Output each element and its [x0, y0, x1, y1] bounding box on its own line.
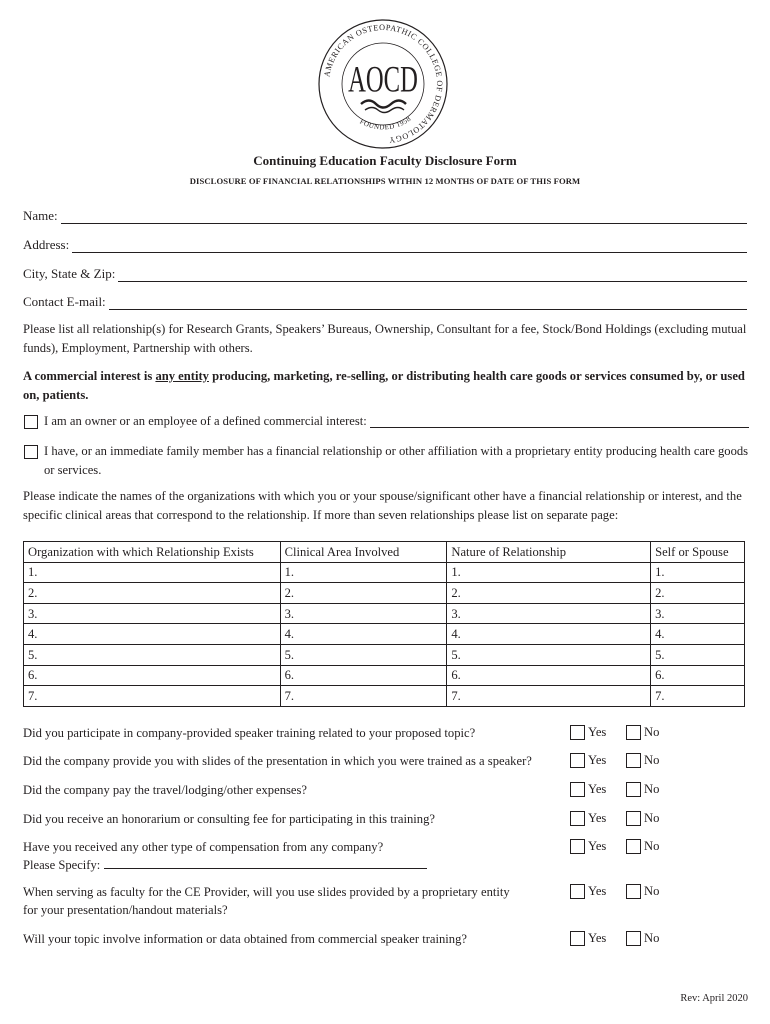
family-check-label: I have, or an immediate family member has a financial relationship or other affiliation with a proprietary entity producing health care goods or services.: [44, 444, 749, 477]
question-text: [23, 930, 568, 948]
revision-date: Rev: April 2020: [680, 993, 748, 1004]
relationships-table: [23, 541, 745, 707]
yes-label: Yes: [588, 811, 607, 825]
table-row: [24, 603, 745, 624]
address-field-row[interactable]: [23, 235, 747, 253]
city-state-zip-label: City, State & Zip:: [23, 266, 116, 281]
no-checkbox[interactable]: [626, 839, 641, 854]
owner-check-row: [23, 412, 749, 431]
name-input-line[interactable]: [61, 210, 747, 224]
name-field-row[interactable]: [23, 206, 747, 224]
question-label: When serving as faculty for the CE Provider, will you use slides provided by a proprietary entity for your presentation/handout materials?: [23, 885, 510, 917]
definition-underlined-text: any entity: [155, 369, 209, 383]
question-label: Did the company pay the travel/lodging/other expenses?: [23, 783, 307, 797]
yes-option[interactable]: [570, 884, 606, 899]
header-clinical-area: Clinical Area Involved: [280, 542, 447, 563]
no-option[interactable]: [626, 753, 659, 768]
question-text: [23, 724, 568, 742]
organization-cell[interactable]: 5.: [24, 644, 281, 665]
yes-option[interactable]: [570, 753, 606, 768]
question-text: [23, 838, 568, 874]
yes-no-options: [570, 931, 690, 949]
yes-no-options: [570, 811, 690, 829]
yes-no-options: [570, 725, 690, 743]
organization-cell[interactable]: 7.: [24, 686, 281, 707]
question-label: Have you received any other type of compensation from any company?: [23, 840, 384, 854]
self-spouse-cell[interactable]: 4.: [651, 624, 745, 645]
header-organization: Organization with which Relationship Exists: [24, 542, 281, 563]
header-self-spouse: Self or Spouse: [651, 542, 745, 563]
no-option[interactable]: [626, 839, 659, 854]
no-label: No: [644, 884, 660, 898]
form-title: Continuing Education Faculty Disclosure Form: [253, 153, 517, 168]
self-spouse-cell[interactable]: 2.: [651, 583, 745, 604]
city-state-zip-input-line[interactable]: [118, 268, 747, 282]
name-label: Name:: [23, 208, 58, 223]
clinical-area-cell[interactable]: 5.: [280, 644, 447, 665]
clinical-area-cell[interactable]: 3.: [280, 603, 447, 624]
yes-checkbox[interactable]: [570, 884, 585, 899]
yes-no-options: [570, 839, 690, 857]
no-option[interactable]: [626, 725, 659, 740]
family-checkbox[interactable]: [24, 445, 38, 459]
nature-cell[interactable]: 6.: [447, 665, 651, 686]
question-text: [23, 883, 513, 919]
clinical-area-cell[interactable]: 4.: [280, 624, 447, 645]
no-label: No: [644, 725, 660, 739]
yes-label: Yes: [588, 839, 607, 853]
table-row: [24, 644, 745, 665]
table-row: [24, 583, 745, 604]
no-option[interactable]: [626, 884, 659, 899]
yes-label: Yes: [588, 753, 607, 767]
table-row: [24, 562, 745, 583]
question-label: Did the company provide you with slides of the presentation in which you were trained as a speaker?: [23, 754, 532, 768]
no-label: No: [644, 782, 660, 796]
yes-checkbox[interactable]: [570, 782, 585, 797]
self-spouse-cell[interactable]: 3.: [651, 603, 745, 624]
table-row: [24, 686, 745, 707]
intro-paragraph: Please list all relationship(s) for Research Grants, Speakers’ Bureaus, Ownership, Consultant for a fee, Stock/Bond Holdings (excluding mutual funds), Employment, Partnership with others.: [23, 322, 747, 355]
nature-cell[interactable]: 2.: [447, 583, 651, 604]
no-checkbox[interactable]: [626, 931, 641, 946]
table-row: [24, 665, 745, 686]
seal-founded-text: FOUNDED 1958: [358, 114, 413, 132]
seal-wave-icon: [361, 101, 406, 108]
question-label: Will your topic involve information or data obtained from commercial speaker training?: [23, 932, 467, 946]
owner-check-label: I am an owner or an employee of a defined commercial interest:: [44, 414, 367, 428]
specify-input-line[interactable]: [104, 856, 427, 869]
no-label: No: [644, 753, 660, 767]
no-option[interactable]: [626, 931, 659, 946]
address-label: Address:: [23, 237, 70, 252]
yes-label: Yes: [588, 782, 607, 796]
yes-option[interactable]: [570, 725, 606, 740]
organization-cell[interactable]: 6.: [24, 665, 281, 686]
owner-interest-input-line[interactable]: [370, 414, 749, 428]
no-option[interactable]: [626, 811, 659, 826]
question-text: [23, 752, 568, 770]
yes-checkbox[interactable]: [570, 931, 585, 946]
yes-checkbox[interactable]: [570, 811, 585, 826]
svg-text:FOUNDED 1958: [358, 115, 412, 132]
email-field-row[interactable]: [23, 292, 747, 310]
no-label: No: [644, 811, 660, 825]
organization-cell[interactable]: 3.: [24, 603, 281, 624]
header-nature: Nature of Relationship: [447, 542, 651, 563]
self-spouse-cell[interactable]: 6.: [651, 665, 745, 686]
yes-option[interactable]: [570, 811, 606, 826]
definition-text-end: producing, marketing, re-selling, or distributing health care goods or services consumed by, or used on, patients.: [23, 369, 745, 402]
organization-cell[interactable]: 4.: [24, 624, 281, 645]
clinical-area-cell[interactable]: 6.: [280, 665, 447, 686]
instructions-paragraph: Please indicate the names of the organizations with which you or your spouse/significant other have a financial relationship or interest, and the specific clinical areas that correspond to the relationship. If more than seven relationships please list on separate page:: [23, 489, 742, 522]
no-checkbox[interactable]: [626, 753, 641, 768]
organization-cell[interactable]: 2.: [24, 583, 281, 604]
nature-cell[interactable]: 3.: [447, 603, 651, 624]
question-text: [23, 810, 568, 828]
family-check-row: [23, 442, 749, 482]
yes-option[interactable]: [570, 782, 606, 797]
question-label: Did you receive an honorarium or consulting fee for participating in this training?: [23, 812, 435, 826]
yes-label: Yes: [588, 884, 607, 898]
clinical-area-cell[interactable]: 7.: [280, 686, 447, 707]
seal-abbrev: AOCD: [348, 58, 418, 101]
yes-label: Yes: [588, 725, 607, 739]
nature-cell[interactable]: 4.: [447, 624, 651, 645]
no-option[interactable]: [626, 782, 659, 797]
definition-text-start: A commercial interest is: [23, 369, 156, 383]
no-checkbox[interactable]: [626, 782, 641, 797]
nature-cell[interactable]: 1.: [447, 562, 651, 583]
nature-cell[interactable]: 5.: [447, 644, 651, 665]
self-spouse-cell[interactable]: 1.: [651, 562, 745, 583]
form-subtitle: DISCLOSURE OF FINANCIAL RELATIONSHIPS WITHIN 12 MONTHS OF DATE OF THIS FORM: [189, 176, 581, 186]
self-spouse-cell[interactable]: 7.: [651, 686, 745, 707]
nature-cell[interactable]: 7.: [447, 686, 651, 707]
no-label: No: [644, 931, 660, 945]
clinical-area-cell[interactable]: 1.: [280, 562, 447, 583]
table-row: [24, 624, 745, 645]
no-checkbox[interactable]: [626, 811, 641, 826]
question-text: [23, 781, 568, 799]
yes-no-options: [570, 753, 690, 771]
yes-checkbox[interactable]: [570, 725, 585, 740]
yes-option[interactable]: [570, 931, 606, 946]
question-label: Did you participate in company-provided speaker training related to your proposed topic?: [23, 726, 476, 740]
specify-label: Please Specify:: [23, 858, 101, 872]
no-checkbox[interactable]: [626, 725, 641, 740]
table-header-row: [24, 542, 745, 563]
no-label: No: [644, 839, 660, 853]
city-field-row[interactable]: [23, 264, 747, 282]
yes-option[interactable]: [570, 839, 606, 854]
yes-checkbox[interactable]: [570, 753, 585, 768]
email-label: Contact E-mail:: [23, 294, 106, 309]
organization-cell[interactable]: 1.: [24, 562, 281, 583]
no-checkbox[interactable]: [626, 884, 641, 899]
yes-checkbox[interactable]: [570, 839, 585, 854]
commercial-interest-definition: [23, 367, 749, 405]
address-input-line[interactable]: [72, 239, 747, 253]
yes-label: Yes: [588, 931, 607, 945]
self-spouse-cell[interactable]: 5.: [651, 644, 745, 665]
aocd-seal-logo: [317, 18, 449, 150]
seal-ring-text: AMERICAN OSTEOPATHIC COLLEGE OF DERMATOLOGY: [322, 22, 445, 145]
email-input-line[interactable]: [109, 296, 747, 310]
owner-checkbox[interactable]: [24, 415, 38, 429]
clinical-area-cell[interactable]: 2.: [280, 583, 447, 604]
yes-no-options: [570, 884, 690, 902]
yes-no-options: [570, 782, 690, 800]
